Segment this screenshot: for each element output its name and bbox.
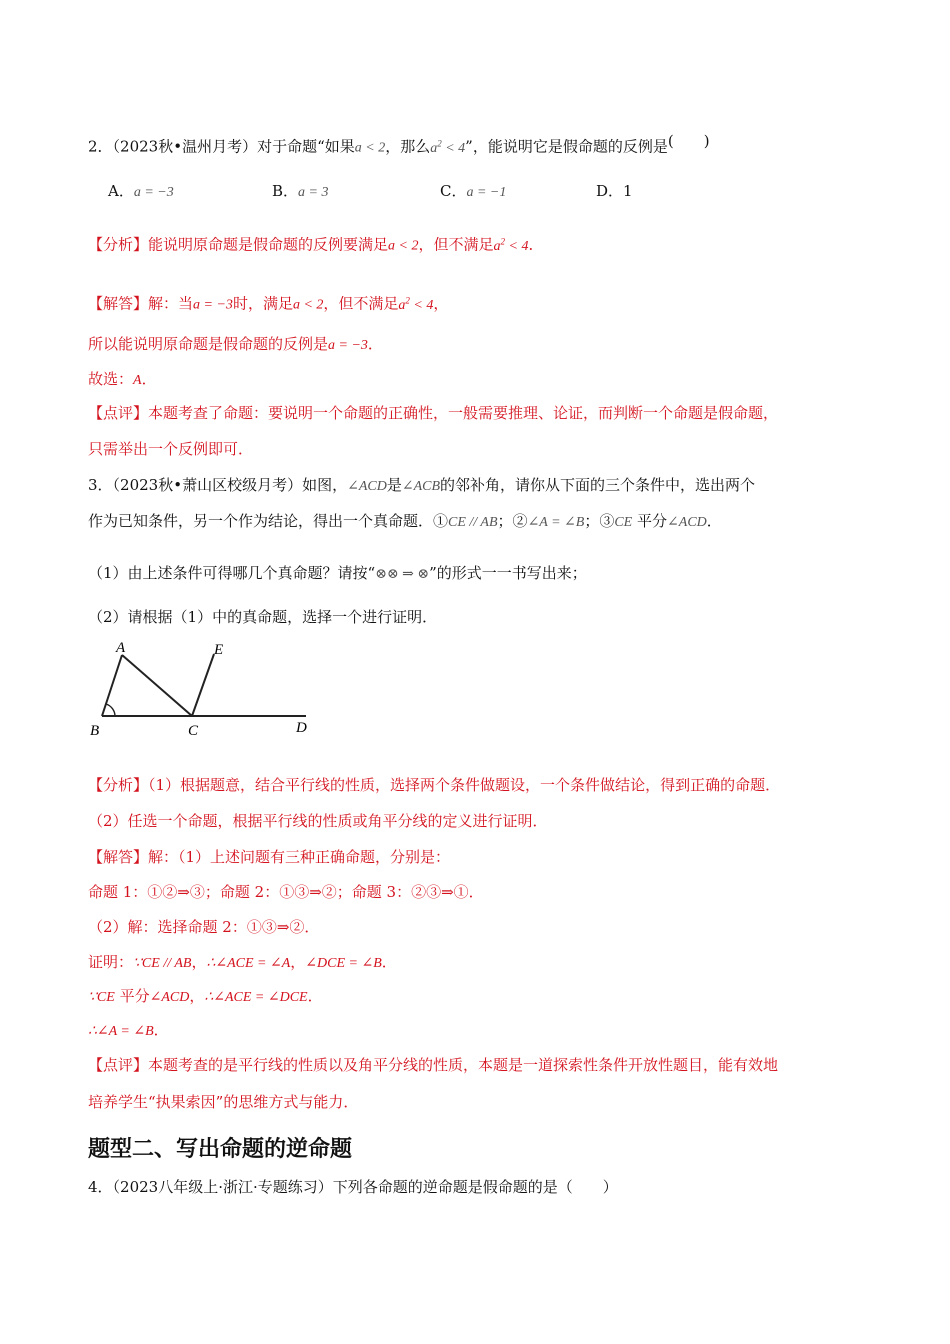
label-C: C xyxy=(188,723,199,739)
q3-proof-line2: ∵CE 平分∠ACD，∴∠ACE = ∠DCE． xyxy=(88,987,323,1005)
q2-option-a: A．a = −3 xyxy=(108,182,174,200)
q2-stem-text: 对于命题“如果 xyxy=(257,137,355,156)
q3-conditions: 作为已知条件，另一个作为结论，得出一个真命题．①CE // AB；②∠A = ∠B；③CE 平分∠ACD． xyxy=(88,512,722,530)
q3-answer: 【解答】解：（1）上述问题有三种正确命题，分别是： xyxy=(88,848,451,866)
label-B: B xyxy=(90,723,100,739)
q3-source: （2023秋•萧山区校级月考） xyxy=(112,476,303,494)
comment-tag: 【点评】 xyxy=(88,1056,149,1074)
q3-analysis: 【分析】（1）根据题意，结合平行线的性质，选择两个条件做题设，一个条件做结论，得到正确的命题． xyxy=(88,776,781,794)
q3-comment: 【点评】本题考查的是平行线的性质以及角平分线的性质，本题是一道探索性条件开放性题目，能有效地 xyxy=(88,1056,779,1074)
q3-proof-line1: 证明：∵CE // AB，∴∠ACE = ∠A，∠DCE = ∠B． xyxy=(88,953,397,971)
q3-figure xyxy=(84,636,324,744)
q3-answer-part2: （2）解：选择命题 2：①③⇒②． xyxy=(88,918,320,936)
q2-condition-2: $a^2 < 4$ xyxy=(430,138,466,156)
q3-subquestion-2: （2）请根据（1）中的真命题，选择一个进行证明． xyxy=(88,608,438,626)
analysis-tag: 【分析】 xyxy=(88,235,149,254)
comment-tag: 【点评】 xyxy=(88,404,149,422)
segment-AC xyxy=(122,655,192,716)
q4-number: 4． xyxy=(88,1178,113,1196)
q3-propositions: 命题 1：①②⇒③；命题 2：①③⇒②；命题 3：②③⇒①． xyxy=(88,883,484,901)
q3-comment-line2: 培养学生“执果索因”的思维方式与能力． xyxy=(88,1093,359,1111)
q4-stem: 4．（2023八年级上·浙江·专题练习）下列各命题的逆命题是假命题的是（ ） xyxy=(88,1178,618,1196)
format-symbol: ⊗⊗ ⇒ ⊗ xyxy=(375,567,430,582)
segment-AB xyxy=(102,655,122,716)
q3-number: 3． xyxy=(88,476,113,494)
q3-stem: 3．（2023秋•萧山区校级月考）如图，∠ACD是∠ACB的邻补角，请你从下面的三个条件中，选出两个 xyxy=(88,476,756,494)
q2-option-c: C．a = −1 xyxy=(440,182,507,200)
q3-subquestion-1: （1）由上述条件可得哪几个真命题？请按“⊗⊗ ⇒ ⊗”的形式一一书写出来； xyxy=(88,564,587,582)
q2-condition-1: a < 2 xyxy=(354,140,386,156)
q2-answer-line2: 所以能说明原命题是假命题的反例是a = −3． xyxy=(88,335,383,353)
q2-source: （2023秋•温州月考） xyxy=(112,137,258,156)
q2-answer-paren: ( ) xyxy=(667,131,710,150)
label-E: E xyxy=(214,642,224,658)
q3-analysis-line2: （2）任选一个命题，根据平行线的性质或角平分线的定义进行证明． xyxy=(88,812,548,830)
q2-stem-text: ”，能说明它是假命题的反例是 xyxy=(465,137,668,156)
label-A: A xyxy=(116,640,126,656)
q2-analysis: 【分析】能说明原命题是假命题的反例要满足a < 2，但不满足$a^2 < 4$． xyxy=(88,235,544,254)
label-D: D xyxy=(296,720,307,736)
q2-answer: 【解答】解：当a = −3时，满足a < 2，但不满足$a^2 < 4$， xyxy=(88,294,449,313)
q4-source: （2023八年级上·浙江·专题练习） xyxy=(112,1178,333,1196)
q2-choice: 故选：A． xyxy=(88,370,157,388)
q2-option-d: D．1 xyxy=(596,182,633,200)
q3-proof-line3: ∴∠A = ∠B． xyxy=(88,1021,169,1039)
q2-number: 2． xyxy=(88,137,113,156)
answer-tag: 【解答】 xyxy=(88,848,149,866)
q2-comment: 【点评】本题考查了命题：要说明一个命题的正确性，一般需要推理、论证，而判断一个命题是假命题， xyxy=(88,404,779,422)
segment-CE xyxy=(192,654,214,716)
q2-option-b: B．a = 3 xyxy=(272,182,329,200)
analysis-tag: 【分析】 xyxy=(88,776,149,794)
q2-comment-line2: 只需举出一个反例即可． xyxy=(88,440,254,458)
answer-tag: 【解答】 xyxy=(88,294,149,313)
section-heading: 题型二、写出命题的逆命题 xyxy=(88,1137,353,1162)
q2-stem xyxy=(88,132,710,160)
angle-B-arc xyxy=(106,704,115,716)
q2-stem-text: ，那么 xyxy=(385,137,431,156)
